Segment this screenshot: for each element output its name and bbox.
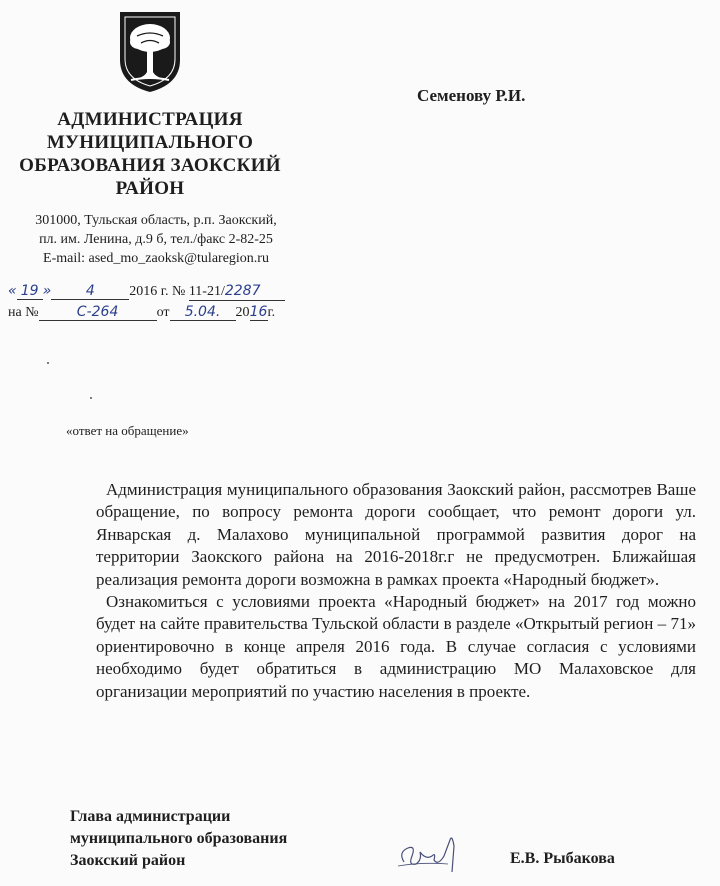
signatory-name: Е.В. Рыбакова <box>510 850 615 867</box>
reference-year-suffix: г. <box>267 305 276 320</box>
org-line: АДМИНИСТРАЦИЯ <box>57 109 243 130</box>
reference-from-label: от <box>156 305 170 320</box>
registration-day: 19 <box>17 283 43 300</box>
handwritten-signature <box>392 826 472 876</box>
registration-year: 2016 г. № <box>129 284 186 299</box>
close-quote: » <box>42 283 52 299</box>
address-line: E-mail: ased_mo_zaoksk@tularegion.ru <box>43 251 269 266</box>
reference-registration <box>8 304 275 321</box>
body-paragraph: Ознакомиться с условиями проекта «Народный бюджет» на 2017 год можно будет на сайте правительства Тульской области в разделе «Открытый регион – 71» ориентировочно в конце апреля 2016 года. В случае согласия с условиями необходимо будет обратиться в администрацию МО Малаховское для организации мероприятий по участию населения в проекте. <box>96 592 696 701</box>
registration-number-handwritten: 2287 <box>224 283 261 299</box>
body-paragraph: Администрация муниципального образования Заокский район, рассмотрев Ваше обращение, по вопросу ремонта дороги сообщает, что ремонт дороги ул. Январская д. Малахово муниципальной программой развития дорог на территории Заокского района на 2016-2018г.г не предусмотрен. Ближайшая реализация ремонта дороги возможна в рамках проекта «Народный бюджет». <box>96 480 696 589</box>
address-line: 301000, Тульская область, р.п. Заокский, <box>35 213 277 228</box>
letter-subject: «ответ на обращение» <box>66 423 189 438</box>
open-quote: « <box>8 283 17 299</box>
reference-label: на № <box>8 305 39 320</box>
outgoing-registration <box>8 283 285 301</box>
registration-number <box>189 283 285 301</box>
reference-number: С-264 <box>39 304 157 321</box>
organization-address <box>0 211 312 268</box>
org-line: ОБРАЗОВАНИЯ ЗАОКСКИЙ <box>19 155 281 176</box>
letter-body <box>96 479 696 703</box>
scan-speck <box>47 362 49 364</box>
reference-date: 5.04. <box>170 304 236 321</box>
organization-name <box>0 108 300 200</box>
address-line: пл. им. Ленина, д.9 б, тел./факс 2-82-25 <box>39 232 273 247</box>
reference-year-prefix: 20 <box>235 305 250 320</box>
signatory-title-line: Заокский район <box>70 852 186 869</box>
registration-month: 4 <box>51 283 129 300</box>
org-line: РАЙОН <box>115 178 185 199</box>
signatory-title <box>70 806 287 872</box>
scan-speck <box>90 397 92 399</box>
reference-year-handwritten: 16 <box>249 304 268 320</box>
org-line: МУНИЦИПАЛЬНОГО <box>46 132 254 153</box>
coat-of-arms-icon <box>117 10 183 94</box>
signatory-title-line: Глава администрации <box>70 808 231 825</box>
signatory-title-line: муниципального образования <box>70 830 288 847</box>
addressee: Семенову Р.И. <box>417 86 526 105</box>
registration-number-prefix: 11-21/ <box>188 284 225 299</box>
